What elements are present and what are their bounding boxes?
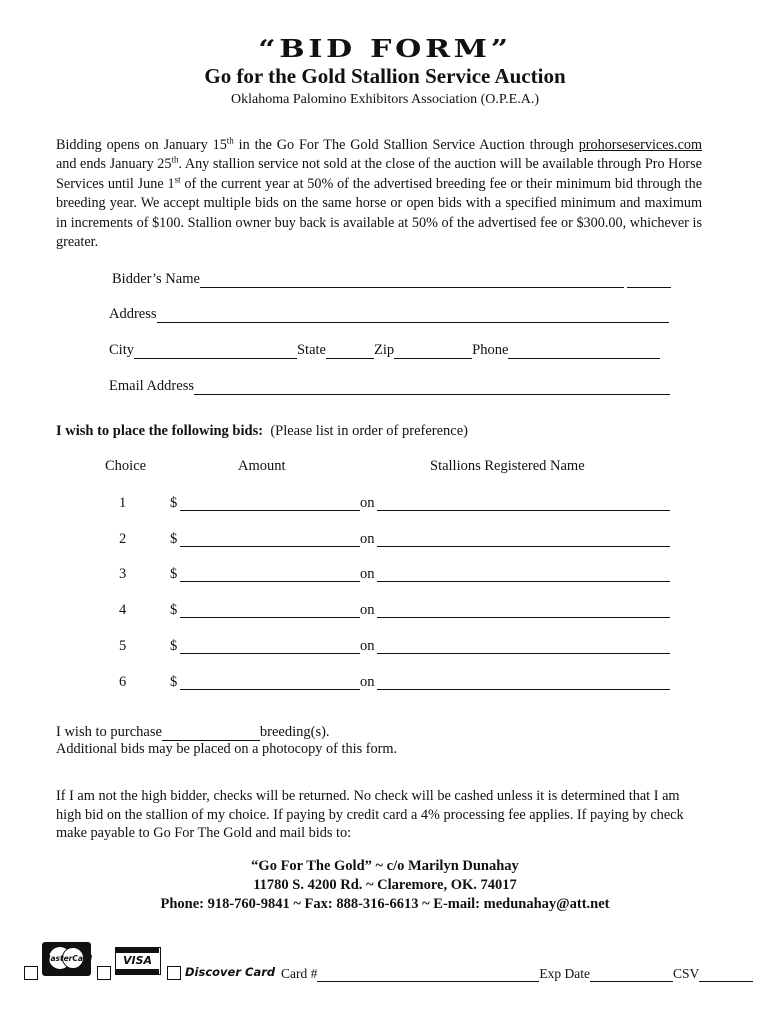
mastercard-checkbox[interactable] <box>24 966 38 980</box>
on-label: on <box>360 638 375 654</box>
dollar-sign: $ <box>170 495 178 511</box>
visa-logo-text: VISA <box>122 954 153 967</box>
stallion-name-line[interactable] <box>377 495 670 511</box>
address-label: Address <box>109 306 157 322</box>
mail-line-3: Phone: 918-760-9841 ~ Fax: 888-316-6613 ~ E-mail: medunahay@att.net <box>160 896 610 912</box>
bid-row <box>0 638 770 656</box>
stallion-name-line[interactable] <box>377 566 670 582</box>
email-label: Email Address <box>109 378 194 394</box>
bid-row <box>0 495 770 513</box>
dollar-sign: $ <box>170 566 178 582</box>
phone-line[interactable] <box>508 344 660 359</box>
additional-bids-note: Additional bids may be placed on a photocopy of this form. <box>56 741 398 757</box>
address-field <box>109 306 669 323</box>
col-amount-header: Amount <box>238 458 286 474</box>
card-details-row <box>281 966 753 982</box>
col-stallion-header: Stallions Registered Name <box>430 458 585 474</box>
bids-heading: I wish to place the following bids: (Please list in order of preference) <box>56 423 468 439</box>
exp-date-label: Exp Date <box>539 966 590 981</box>
bid-amount-line[interactable] <box>180 674 360 690</box>
bid-choice-number: 5 <box>119 638 127 654</box>
mail-line-1: “Go For The Gold” ~ c/o Marilyn Dunahay <box>251 858 519 874</box>
intro-paragraph: Bidding opens on January 15th in the Go For The Gold Stallion Service Auction through prohorseservices.com and ends January 25th. Any stallion service not sold at the close of the auction will be available through Pro Horse Services until June 1st of the current year at 50% of the advertised breeding fee or their minimum bid through the breeding year. We accept multiple bids on the same horse or open bids with a specified minimum and maximum in increments of $100. Stallion owner buy back is available at 50% of the advertised fee or $300.00, whichever is greater. <box>56 135 702 251</box>
on-label: on <box>360 531 375 547</box>
csv-label: CSV <box>672 966 700 981</box>
terms-paragraph: If I am not the high bidder, checks will be returned. No check will be cashed unless it is determined that I am high bid on the stallion of my choice. If paying by credit card a 4% processing fee applies. If paying by check make payable to Go For The Gold and mail bids to: <box>56 788 684 841</box>
on-label: on <box>360 674 375 690</box>
city-line[interactable] <box>134 344 297 359</box>
organization-name: Oklahoma Palomino Exhibitors Association (O.P.E.A.) <box>231 92 539 107</box>
bid-amount-line[interactable] <box>180 602 360 618</box>
bidder-name-line[interactable] <box>200 273 624 288</box>
purchase-line: I wish to purchase breeding(s). <box>56 724 330 740</box>
phone-label: Phone <box>472 342 509 358</box>
bid-choice-number: 4 <box>119 602 127 618</box>
zip-line[interactable] <box>394 344 472 359</box>
col-choice-header: Choice <box>105 458 147 474</box>
bid-amount-line[interactable] <box>180 638 360 654</box>
breedings-count-line[interactable] <box>162 726 260 741</box>
mail-line-2: 11780 S. 4200 Rd. ~ Claremore, OK. 74017 <box>253 877 517 893</box>
bid-choice-number: 3 <box>119 566 127 582</box>
bidder-name-label: Bidder’s Name <box>112 271 200 287</box>
bid-row <box>0 531 770 549</box>
stallion-name-line[interactable] <box>377 602 670 618</box>
bid-choice-number: 2 <box>119 531 127 547</box>
state-line[interactable] <box>326 344 374 359</box>
address-line[interactable] <box>157 308 669 323</box>
exp-date-line[interactable] <box>590 969 673 982</box>
form-title: “BID FORM” <box>258 34 512 63</box>
bid-amount-line[interactable] <box>180 566 360 582</box>
bid-choice-number: 6 <box>119 674 127 690</box>
bid-row <box>0 602 770 620</box>
email-field <box>109 378 670 395</box>
bid-amount-line[interactable] <box>180 495 360 511</box>
state-label: State <box>296 342 326 358</box>
city-state-zip-phone-row <box>109 342 660 359</box>
email-line[interactable] <box>194 380 670 395</box>
bidder-name-line-extra[interactable] <box>627 273 671 288</box>
discover-logo: Discover Card <box>185 965 276 979</box>
bidder-name-field <box>112 271 671 288</box>
bid-row <box>0 566 770 584</box>
bid-row <box>0 674 770 692</box>
visa-logo <box>115 947 161 975</box>
mastercard-logo-text: MasterCard <box>43 954 92 963</box>
on-label: on <box>360 566 375 582</box>
stallion-name-line[interactable] <box>377 531 670 547</box>
bid-choice-number: 1 <box>119 495 127 511</box>
zip-label: Zip <box>373 342 395 358</box>
dollar-sign: $ <box>170 602 178 618</box>
dollar-sign: $ <box>170 674 178 690</box>
bid-amount-line[interactable] <box>180 531 360 547</box>
stallion-name-line[interactable] <box>377 674 670 690</box>
on-label: on <box>360 602 375 618</box>
dollar-sign: $ <box>170 638 178 654</box>
discover-checkbox[interactable] <box>167 966 181 980</box>
card-number-line[interactable] <box>317 969 539 982</box>
stallion-name-line[interactable] <box>377 638 670 654</box>
visa-checkbox[interactable] <box>97 966 111 980</box>
dollar-sign: $ <box>170 531 178 547</box>
csv-line[interactable] <box>699 969 753 982</box>
auction-title: Go for the Gold Stallion Service Auction <box>204 64 566 88</box>
city-label: City <box>109 342 134 358</box>
prohorseservices-link[interactable]: prohorseservices.com <box>578 137 702 153</box>
on-label: on <box>360 495 375 511</box>
mastercard-logo <box>42 942 91 976</box>
card-number-label: Card # <box>281 966 318 981</box>
